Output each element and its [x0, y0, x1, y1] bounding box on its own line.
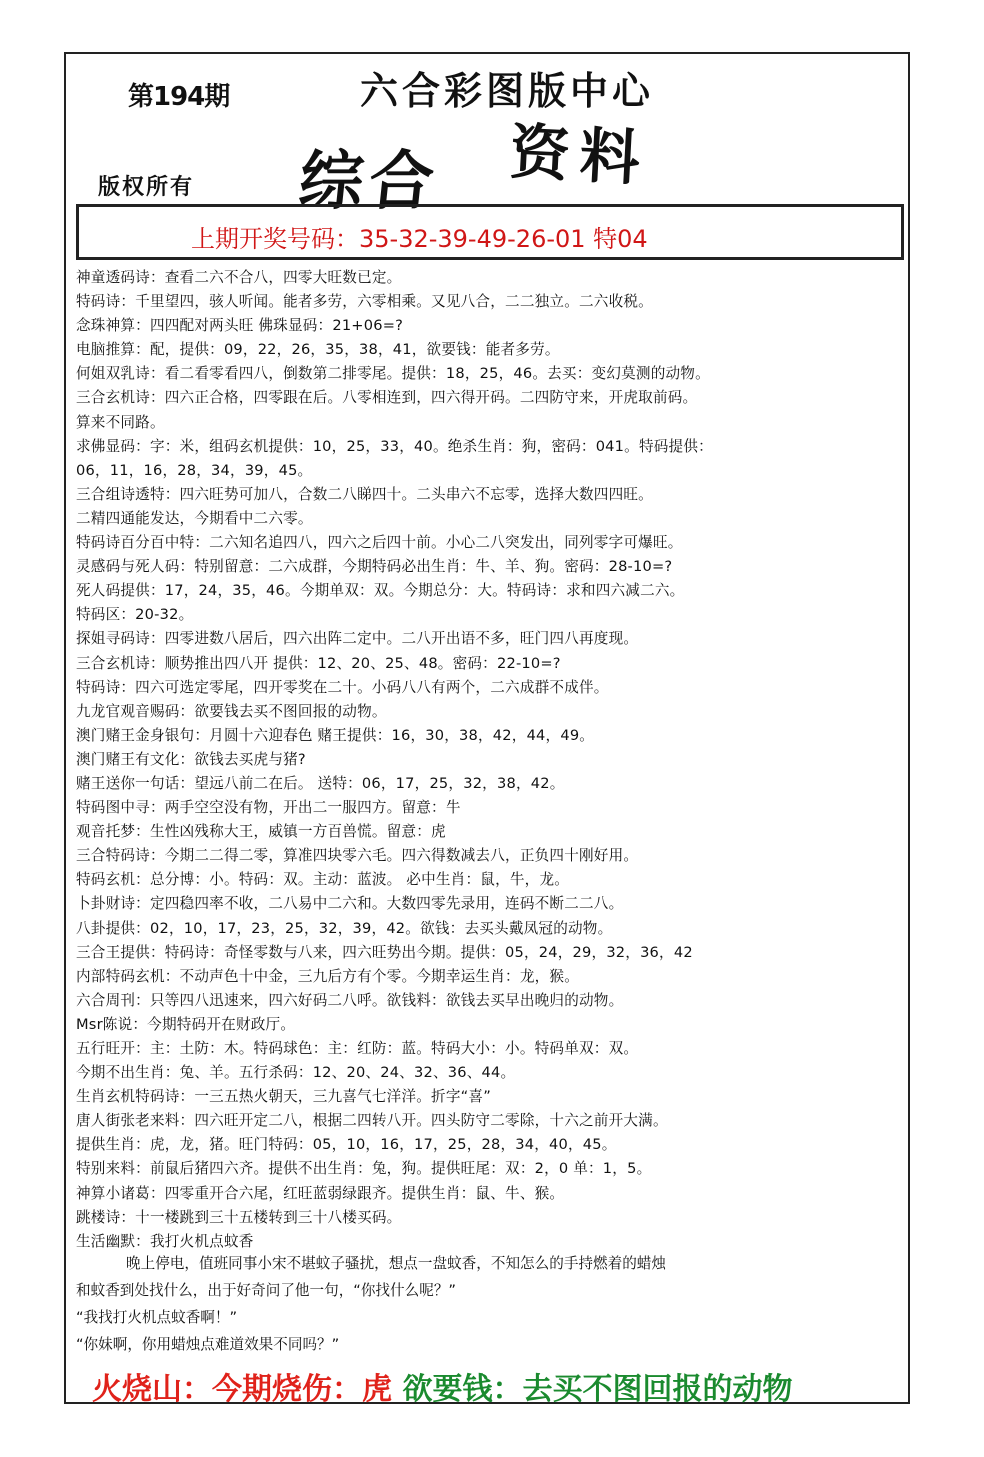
tip-line: 特码诗：千里望四，骇人听闻。能者多劳，六零相乘。又见八合，二二独立。二六收税。: [76, 293, 653, 311]
tip-line: 五行旺开：主：土防：木。特码球色：主：红防：蓝。特码大小：小。特码单双：双。: [76, 1040, 639, 1057]
footer-fire-tip: 火烧山：今期烧伤：虎: [92, 1372, 392, 1407]
tip-line: 八卦提供：02，10，17，23，25，32，39，42。欲钱：去买头戴凤冠的动物。: [76, 919, 613, 937]
tip-line: 澳门赌王金身银句：月圆十六迎春色 赌王提供：16，30，38，42，44，49。: [76, 726, 595, 744]
tip-line: 澳门赌王有文化：欲钱去买虎与猪?: [76, 750, 306, 768]
last-draw-box: [76, 204, 904, 260]
main-title-left: 综合: [295, 144, 444, 219]
tip-line: 三合组诗透特：四六旺势可加八，合数二八睇四十。二头串六不忘零，选择大数四四旺。: [76, 485, 653, 503]
tip-line: 何姐双乳诗：看二看零看四八，倒数第二排零尾。提供：18，25，46。去买：变幻莫测的动物。: [76, 365, 710, 383]
tip-line: 求佛显码：字：米，组码玄机提供：10，25，33，40。绝杀生肖：狗，密码：041。特码提供：: [76, 437, 713, 455]
tip-line: 探姐寻码诗：四零进数八居后，四六出阵二定中。二八开出语不多，旺门四八再度现。: [76, 630, 639, 648]
tip-line: 唐人街张老来料：四六旺开定二八，根据二四转八开。四头防守二零除，十六之前开大满。: [76, 1112, 668, 1130]
tip-line: 六合周刊：只等四八迅速来，四六好码二八呼。欲钱料：欲钱去买早出晚归的动物。: [76, 991, 624, 1009]
center-title: 六合彩图版中心: [360, 68, 655, 113]
tip-line: Msr陈说：今期特码开在财政厅。: [76, 1015, 296, 1033]
tip-line: 生肖玄机特码诗：一三五热火朝天，三九喜气七洋洋。折字“喜”: [76, 1088, 491, 1106]
tip-line: 06，11，16，28，34，39，45。: [76, 461, 313, 479]
tip-line: 三合玄机诗：四六正合格，四零跟在后。八零相连到，四六得开码。二四防守来，开虎取前码。: [76, 389, 698, 407]
tip-line: 三合玄机诗：顺势推出四八开 提供：12、20、25、48。密码：22-10=?: [76, 654, 561, 672]
tip-line: 灵感码与死人码：特别留意：二六成群，今期特码必出生肖：牛、羊、狗。密码：28-10=?: [76, 558, 673, 576]
tip-line: 观音托梦：生性凶残称大王，威镇一方百兽慌。留意：虎: [76, 823, 446, 841]
tip-line: 三合特码诗：今期二二得二零，算准四块零六毛。四六得数减去八，正负四十刚好用。: [76, 847, 639, 865]
tip-line: 神童透码诗：查看二六不合八，四零大旺数已定。: [76, 269, 402, 286]
footer-money-tip: 欲要钱：去买不图回报的动物: [402, 1372, 793, 1407]
issue-number: 第194期: [128, 82, 230, 112]
tip-line: 提供生肖：虎，龙，猪。旺门特码：05，10，16，17，25，28，34，40，45。: [76, 1136, 617, 1154]
tip-line: 神算小诸葛：四零重开合六尾，红旺蓝弱绿跟齐。提供生肖：鼠、牛、猴。: [76, 1184, 565, 1202]
tip-line: 二精四通能发达，今期看中二六零。: [76, 509, 313, 527]
tip-line: 内部特码玄机：不动声色十中金，三九后方有个零。今期幸运生肖：龙，猴。: [76, 967, 579, 985]
story-line: 和蚊香到处找什么，出于好奇问了他一句，“你找什么呢？”: [76, 1282, 456, 1299]
tip-line: 特码区：20-32。: [76, 606, 194, 624]
footer-banner: [92, 1364, 792, 1408]
tip-line: 电脑推算：配，提供：09，22，26，35，38，41，欲要钱：能者多劳。: [76, 341, 560, 359]
tip-line: 跳楼诗：十一楼跳到三十五楼转到三十八楼买码。: [76, 1208, 402, 1226]
tip-line: 算来不同路。: [76, 413, 165, 431]
story-line: “你妹啊，你用蜡烛点难道效果不同吗？”: [76, 1336, 340, 1353]
tip-line: 念珠神算：四四配对两头旺 佛珠显码：21+06=?: [76, 317, 404, 335]
story-line: 晚上停电，值班同事小宋不堪蚊子骚扰，想点一盘蚊香，不知怎么的手持燃着的蜡烛: [126, 1255, 666, 1272]
copyright-label: 版权所有: [98, 174, 195, 200]
tip-line: 生活幽默：我打火机点蚊香: [76, 1232, 254, 1250]
last-draw-numbers: 上期开奖号码：35-32-39-49-26-01 特04: [191, 225, 648, 253]
tip-line: 特码诗百分百中特：二六知名追四八，四六之后四十前。小心二八突发出，同列零字可爆旺。: [76, 534, 683, 552]
story-line: “我找打火机点蚊香啊！”: [76, 1309, 238, 1326]
tip-line: 今期不出生肖：兔、羊。五行杀码：12、20、24、32、36、44。: [76, 1064, 516, 1082]
main-title-right: 资料: [508, 117, 652, 195]
tip-line: 特码玄机：总分博：小。特码：双。主动：蓝波。 必中生肖：鼠，牛，龙。: [76, 871, 570, 889]
tip-line: 特别来料：前鼠后猪四六齐。提供不出生肖：兔，狗。提供旺尾：双：2，0 单：1，5。: [76, 1160, 652, 1178]
tip-line: 卜卦财诗：定四稳四率不收，二八易中二六和。大数四零先录用，连码不断二二八。: [76, 895, 624, 913]
tip-line: 九龙官观音赐码：欲要钱去买不图回报的动物。: [76, 702, 387, 720]
tip-line: 赌王送你一句话：望远八前二在后。 送特：06，17，25，32，38，42。: [76, 774, 565, 792]
tip-line: 特码诗：四六可选定零尾，四开零奖在二十。小码八八有两个，二六成群不成伴。: [76, 678, 609, 696]
tip-line: 三合王提供：特码诗：奇怪零数与八来，四六旺势出今期。提供：05，24，29，32，36，42: [76, 943, 693, 961]
tip-line: 特码图中寻：两手空空没有物，开出二一服四方。留意：牛: [76, 799, 461, 817]
tip-lines: [76, 266, 906, 1254]
story-block: [76, 1250, 906, 1358]
tip-line: 死人码提供：17，24，35，46。今期单双：双。今期总分：大。特码诗：求和四六减二六。: [76, 582, 685, 600]
